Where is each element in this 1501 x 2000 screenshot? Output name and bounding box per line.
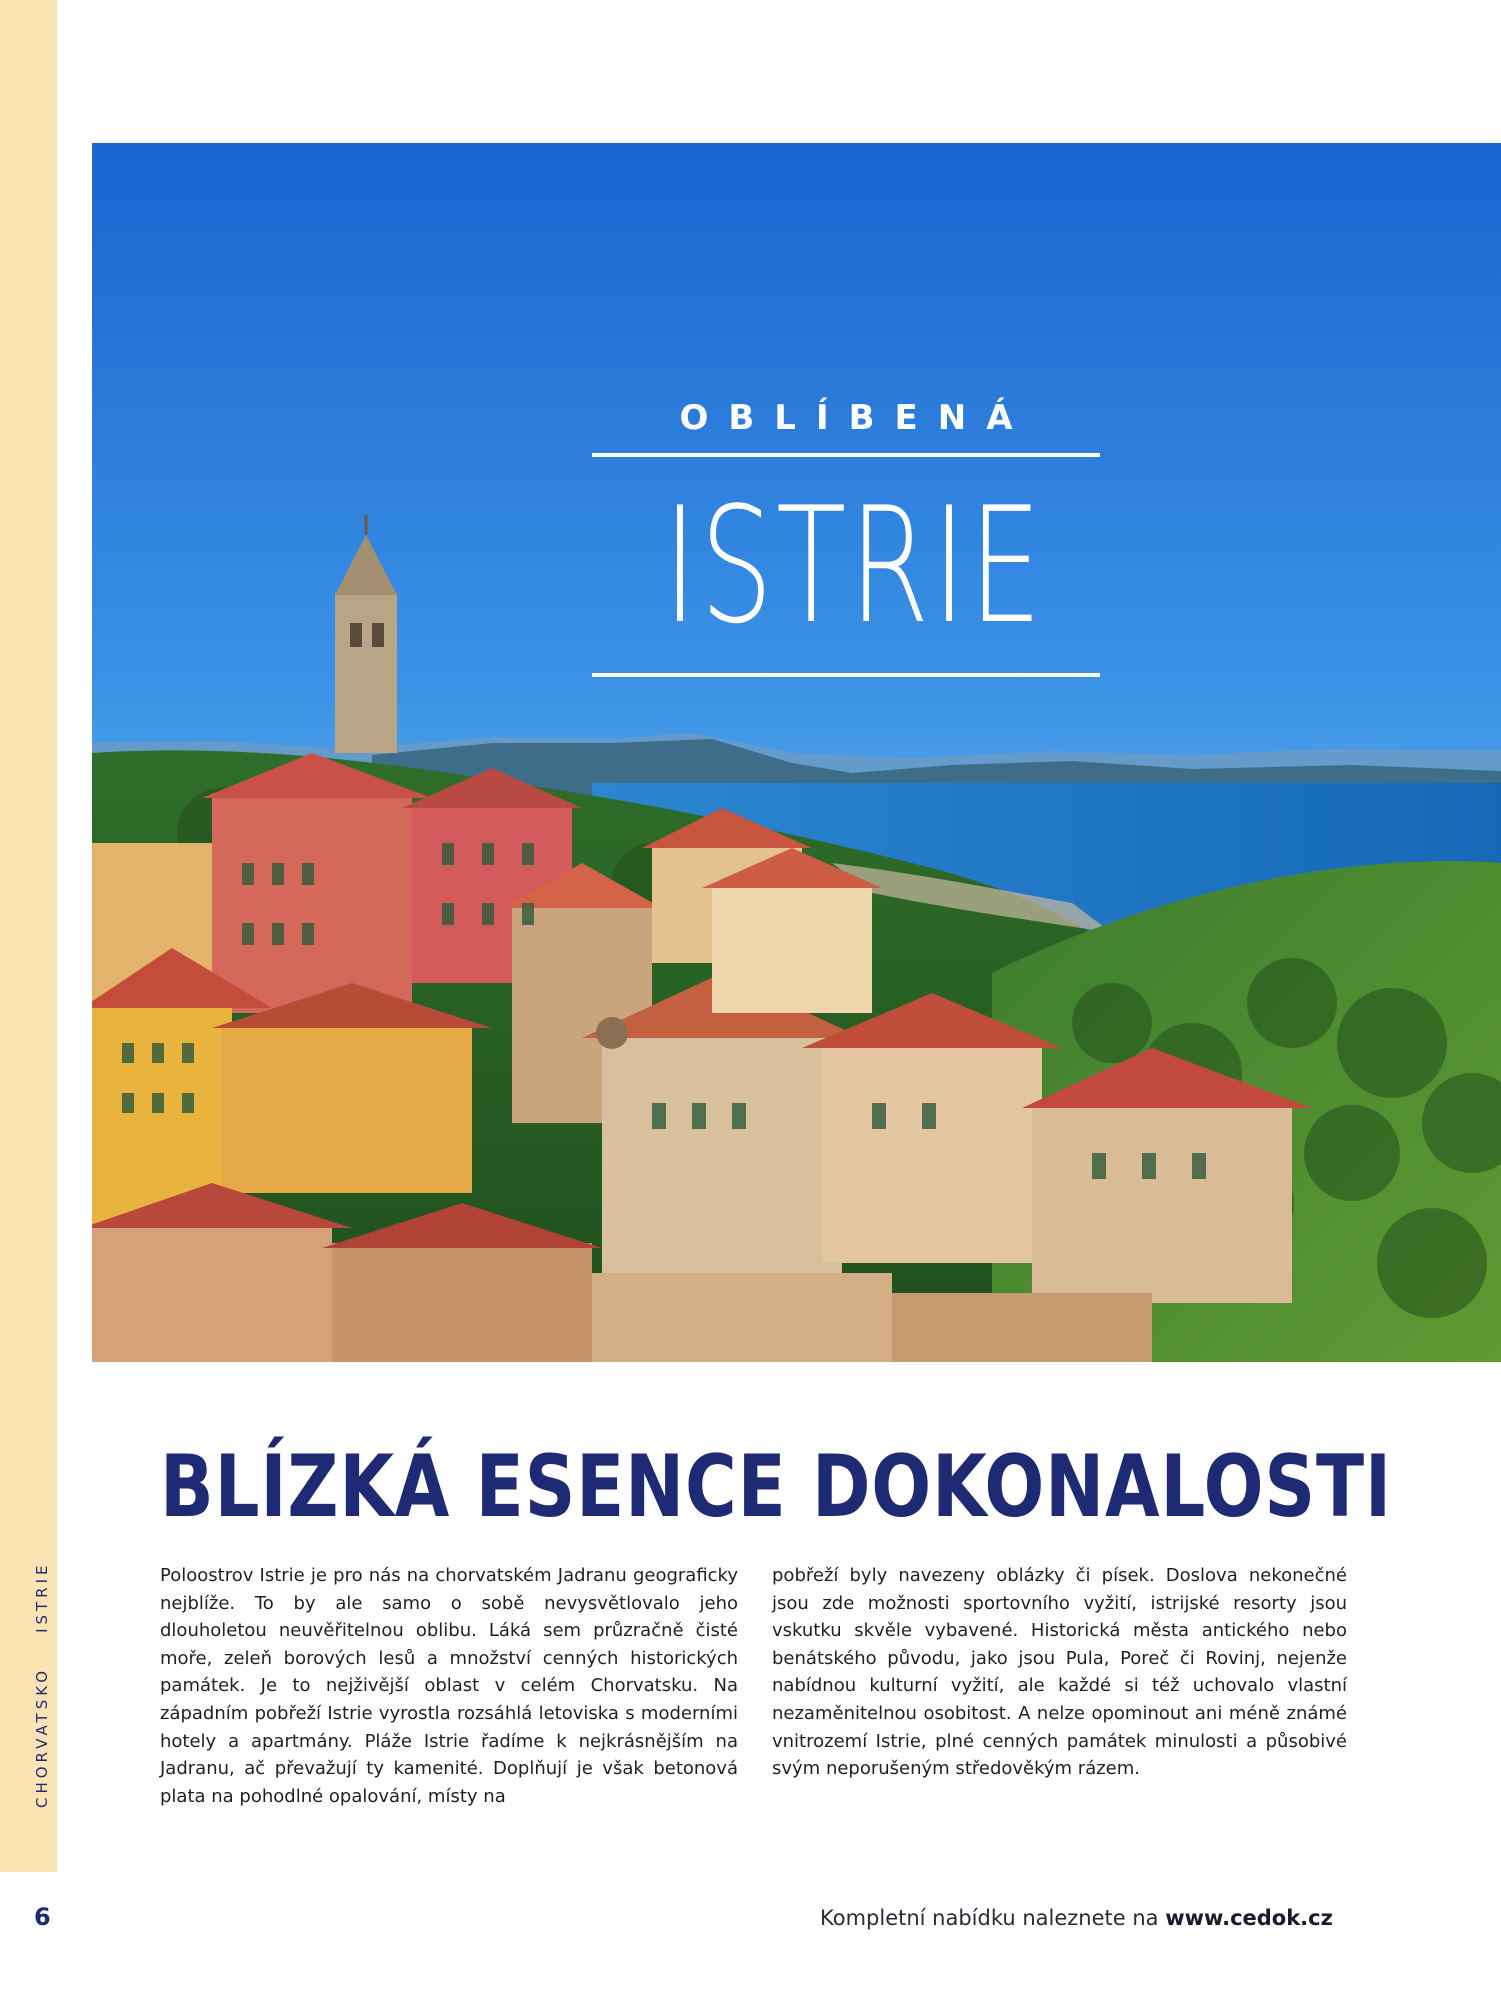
- article-column-2: pobřeží byly navezeny oblázky či písek. Doslova nekonečné jsou zde možnosti sportovního vyžití, istrijské resorty jsou vskutku skvěle vybavené. Historická města antického nebo benátského původu, jako jsou Pula, Poreč či Rovinj, nejenže nabídnou kulturní vyžití, ale každé si též uchovalo vlastní nezaměnitelnou osobitost. A nelze opominout ani méně známé vnitrozemí Istrie, plné cenných památek minulosti a působivé svým neporušeným středověkým rázem.: [772, 1565, 1347, 1780]
- title-rule-bottom: [592, 673, 1100, 677]
- footer-note-text: Kompletní nabídku naleznete na: [820, 1906, 1159, 1930]
- hero-title: ISTRIE: [663, 472, 1045, 659]
- section-country: CHORVATSKO: [33, 1666, 51, 1808]
- hero-title-block: [592, 396, 1100, 677]
- section-region: ISTRIE: [33, 1561, 51, 1633]
- article-heading: BLÍZKÁ ESENCE DOKONALOSTI: [160, 1437, 1392, 1537]
- section-label: [33, 1561, 51, 1808]
- article-column-1: Poloostrov Istrie je pro nás na chorvatském Jadranu geograficky nejblíže. To by ale samo o sobě nevysvětlovalo jeho dlouholetou neuvěřitelnou oblibu. Láká sem průzračně čisté moře, zeleň borových lesů a množství cenných historických památek. Je to nejživější oblast v celém Chorvatsku. Na západním pobřeží Istrie vyrostla rozsáhlá letoviska s moderními hotely a apartmány. Pláže Istrie řadíme k nejkrásnějším na Jadranu, ač převažují ty kamenité. Doplňují je však betonová plata na pohodlné opalování, místy na: [160, 1565, 738, 1807]
- hero-kicker: OBLÍBENÁ: [679, 398, 1033, 438]
- hero-illustration: [92, 143, 1501, 1362]
- hero-image: [92, 143, 1501, 1362]
- footer-url-link[interactable]: www.cedok.cz: [1165, 1906, 1333, 1930]
- footer-note: [820, 1906, 1333, 1930]
- title-rule-top: [592, 453, 1100, 457]
- page-number: 6: [34, 1903, 51, 1931]
